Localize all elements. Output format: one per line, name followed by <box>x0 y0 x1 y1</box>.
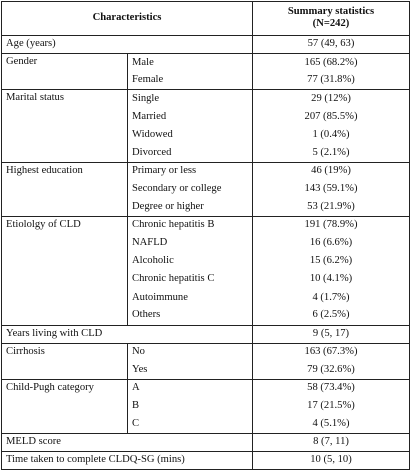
table-row <box>2 162 410 180</box>
summary-value: 1 (0.4%) <box>253 126 410 144</box>
characteristics-table <box>1 1 410 470</box>
category-label: Male <box>128 54 253 72</box>
category-label: Married <box>128 108 253 126</box>
summary-value: 143 (59.1%) <box>253 180 410 198</box>
summary-value: 10 (5, 10) <box>253 452 410 470</box>
characteristic-label: Cirrhosis <box>2 343 128 379</box>
summary-value: 79 (32.6%) <box>253 361 410 379</box>
category-label: Single <box>128 90 253 108</box>
summary-value: 53 (21.9%) <box>253 198 410 216</box>
category-label: Widowed <box>128 126 253 144</box>
header-row <box>2 2 410 36</box>
summary-value: 46 (19%) <box>253 162 410 180</box>
table-body <box>2 36 410 470</box>
summary-value: 4 (5.1%) <box>253 415 410 433</box>
summary-value: 191 (78.9%) <box>253 216 410 234</box>
category-label: B <box>128 397 253 415</box>
category-label: Primary or less <box>128 162 253 180</box>
summary-value: 163 (67.3%) <box>253 343 410 361</box>
category-label: Alcoholic <box>128 253 253 271</box>
characteristic-label: Years living with CLD <box>2 325 253 343</box>
summary-value: 207 (85.5%) <box>253 108 410 126</box>
characteristic-label: Gender <box>2 54 128 90</box>
category-label: No <box>128 343 253 361</box>
characteristic-label: MELD score <box>2 434 253 452</box>
summary-value: 6 (2.5%) <box>253 307 410 325</box>
header-characteristics: Characteristics <box>2 2 253 36</box>
header-summary-line2: (N=242) <box>312 18 350 29</box>
summary-value: 4 (1.7%) <box>253 289 410 307</box>
header-summary-statistics <box>253 2 410 36</box>
summary-value: 29 (12%) <box>253 90 410 108</box>
characteristic-label: Etiololgy of CLD <box>2 216 128 325</box>
characteristic-label: Highest education <box>2 162 128 216</box>
category-label: Secondary or college <box>128 180 253 198</box>
category-label: A <box>128 379 253 397</box>
summary-value: 165 (68.2%) <box>253 54 410 72</box>
table-row <box>2 216 410 234</box>
summary-value: 58 (73.4%) <box>253 379 410 397</box>
category-label: Chronic hepatitis C <box>128 271 253 289</box>
summary-value: 16 (6.6%) <box>253 235 410 253</box>
summary-value: 77 (31.8%) <box>253 72 410 90</box>
category-label: NAFLD <box>128 235 253 253</box>
table-row <box>2 54 410 72</box>
table-row <box>2 36 410 54</box>
summary-value: 9 (5, 17) <box>253 325 410 343</box>
table-row <box>2 343 410 361</box>
characteristic-label: Marital status <box>2 90 128 162</box>
summary-value: 57 (49, 63) <box>253 36 410 54</box>
category-label: Others <box>128 307 253 325</box>
category-label: Female <box>128 72 253 90</box>
characteristic-label: Age (years) <box>2 36 253 54</box>
summary-value: 5 (2.1%) <box>253 144 410 162</box>
characteristic-label: Time taken to complete CLDQ-SG (mins) <box>2 452 253 470</box>
category-label: Autoimmune <box>128 289 253 307</box>
characteristic-label: Child-Pugh category <box>2 379 128 433</box>
table-header <box>2 2 410 36</box>
category-label: Divorced <box>128 144 253 162</box>
table-row <box>2 379 410 397</box>
category-label: C <box>128 415 253 433</box>
summary-value: 15 (6.2%) <box>253 253 410 271</box>
header-summary-line1: Summary statistics <box>287 6 375 18</box>
category-label: Chronic hepatitis B <box>128 216 253 234</box>
table-row <box>2 452 410 470</box>
category-label: Degree or higher <box>128 198 253 216</box>
summary-value: 10 (4.1%) <box>253 271 410 289</box>
table-row <box>2 90 410 108</box>
summary-value: 8 (7, 11) <box>253 434 410 452</box>
table-row <box>2 434 410 452</box>
summary-value: 17 (21.5%) <box>253 397 410 415</box>
table-row <box>2 325 410 343</box>
category-label: Yes <box>128 361 253 379</box>
